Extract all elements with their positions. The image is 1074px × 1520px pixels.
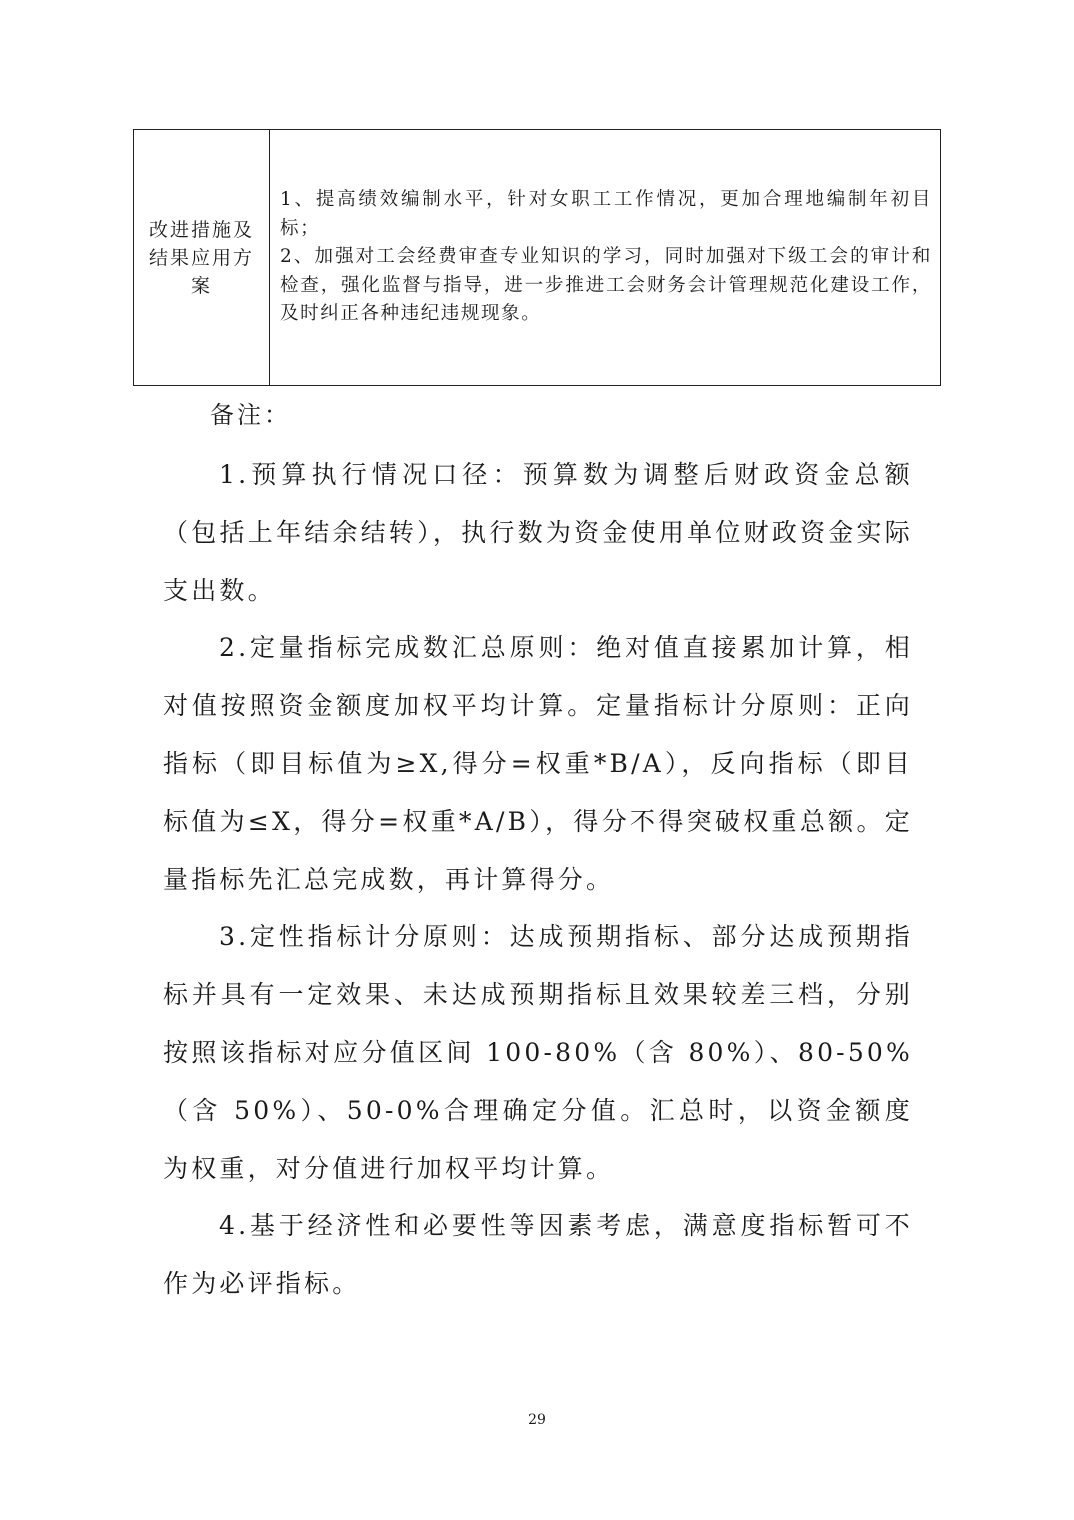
- label-line: 案: [190, 274, 212, 297]
- table-label-cell: [134, 130, 270, 385]
- label-line: 结果应用方: [148, 246, 254, 269]
- notes-heading: 备注：: [210, 401, 291, 429]
- measure-item-1: 1、提高绩效编制水平，针对女职工工作情况，更加合理地编制年初目标；: [280, 189, 932, 239]
- note-item-4: 4.基于经济性和必要性等因素考虑，满意度指标暂可不作为必评指标。: [163, 1211, 913, 1299]
- note-item-3: 3.定性指标计分原则：达成预期指标、部分达成预期指标并具有一定效果、未达成预期指标且效果较差三档，分别按照该指标对应分值区间 100-80%（含 80%）、80-50%（含 50%）、50-0%合理确定分值。汇总时，以资金额度为权重，对分值进行加权平均计算。: [163, 922, 913, 1183]
- note-item-1: 1.预算执行情况口径：预算数为调整后财政资金总额（包括上年结余结转），执行数为资金使用单位财政资金实际支出数。: [163, 460, 913, 605]
- label-line: 改进措施及: [148, 218, 254, 241]
- improvement-measures-table: [133, 129, 941, 386]
- note-item-2: 2.定量指标完成数汇总原则：绝对值直接累加计算，相对值按照资金额度加权平均计算。定量指标计分原则：正向指标（即目标值为≥X,得分=权重*B/A），反向指标（即目标值为≤X，得分=权重*A/B），得分不得突破权重总额。定量指标先汇总完成数，再计算得分。: [163, 633, 913, 894]
- notes-list: [163, 446, 913, 1313]
- measure-item-2: 2、加强对工会经费审查专业知识的学习，同时加强对下级工会的审计和检查，强化监督与指导，进一步推进工会财务会计管理规范化建设工作，及时纠正各种违纪违规现象。: [280, 246, 932, 324]
- table-content-cell: [270, 130, 940, 385]
- page-number: 29: [528, 1412, 546, 1428]
